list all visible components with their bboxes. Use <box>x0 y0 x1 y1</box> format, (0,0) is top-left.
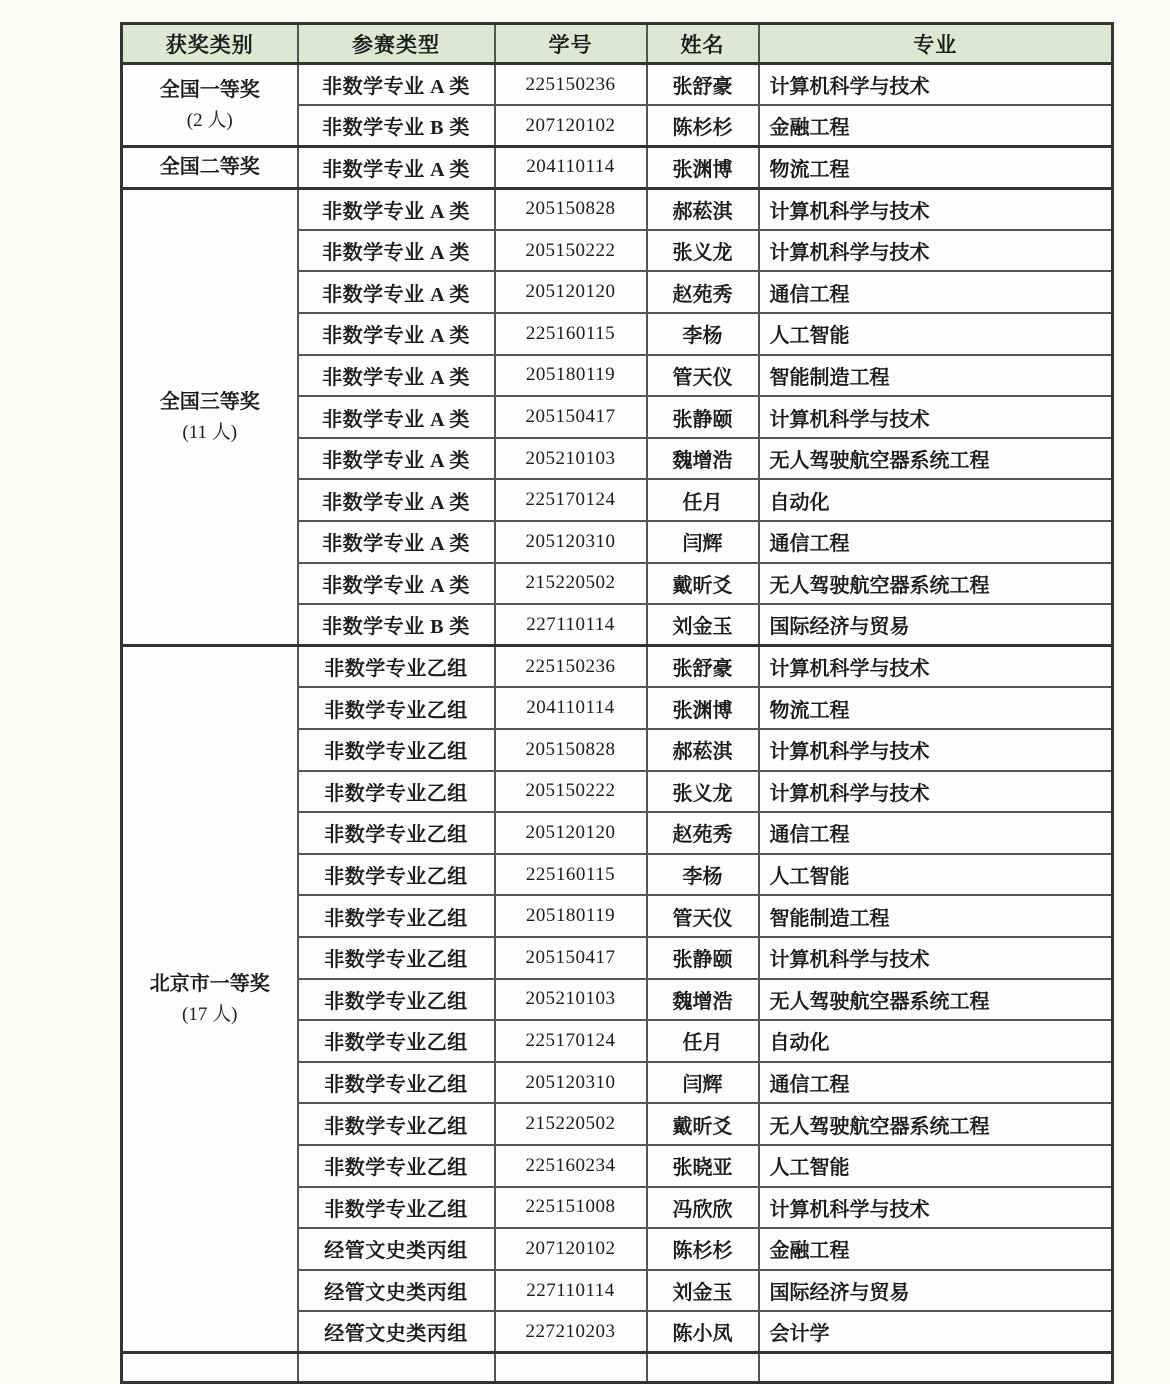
student-name-cell: 张晓亚 <box>647 1145 759 1187</box>
contest-type-cell: 非数学专业 B 类 <box>298 105 495 147</box>
table-row <box>122 188 1113 230</box>
major-cell: 计算机科学与技术 <box>759 1187 1113 1229</box>
student-id-cell: 205210103 <box>495 438 647 480</box>
award-name: 全国三等奖 <box>159 390 260 413</box>
table-body <box>122 64 1113 1383</box>
major-cell: 通信工程 <box>759 812 1113 854</box>
table-row <box>122 147 1113 189</box>
student-name-cell: 郝菘淇 <box>647 729 759 771</box>
major-cell: 通信工程 <box>759 521 1113 563</box>
award-name: 全国一等奖 <box>159 78 260 101</box>
student-name-cell: 冯欣欣 <box>647 1187 759 1229</box>
student-id-cell: 215220502 <box>495 563 647 605</box>
contest-type-cell: 非数学专业乙组 <box>298 687 495 729</box>
award-count: (11 人) <box>182 421 238 443</box>
student-name-cell: 陈杉杉 <box>647 1228 759 1270</box>
contest-type-cell: 非数学专业 A 类 <box>298 355 495 397</box>
student-name-cell: 戴昕爻 <box>647 563 759 605</box>
student-id-cell: 205150828 <box>495 729 647 771</box>
major-cell: 国际经济与贸易 <box>759 604 1113 646</box>
student-id-cell: 205150417 <box>495 396 647 438</box>
major-cell: 金融工程 <box>759 1228 1113 1270</box>
major-cell: 智能制造工程 <box>759 895 1113 937</box>
student-id-cell: 207120102 <box>495 1228 647 1270</box>
student-name-cell: 张义龙 <box>647 771 759 813</box>
contest-type-cell: 经管文史类丙组 <box>298 1311 495 1353</box>
student-id-cell: 227210203 <box>495 1311 647 1353</box>
contest-type-cell: 非数学专业乙组 <box>298 771 495 813</box>
partial-cell <box>298 1353 495 1383</box>
major-cell: 物流工程 <box>759 687 1113 729</box>
major-cell: 自动化 <box>759 479 1113 521</box>
major-cell: 计算机科学与技术 <box>759 396 1113 438</box>
student-id-cell: 205180119 <box>495 355 647 397</box>
header-cell-major: 专业 <box>759 24 1113 64</box>
awards-table-container <box>120 22 1111 1384</box>
award-category-cell <box>122 646 298 1353</box>
student-id-cell: 225151008 <box>495 1187 647 1229</box>
student-name-cell: 管天仪 <box>647 355 759 397</box>
major-cell: 计算机科学与技术 <box>759 646 1113 688</box>
contest-type-cell: 非数学专业 B 类 <box>298 604 495 646</box>
major-cell: 国际经济与贸易 <box>759 1270 1113 1312</box>
contest-type-cell: 非数学专业乙组 <box>298 937 495 979</box>
student-id-cell: 225160115 <box>495 313 647 355</box>
student-id-cell: 205120310 <box>495 1062 647 1104</box>
student-id-cell: 225160115 <box>495 854 647 896</box>
student-id-cell: 225150236 <box>495 64 647 106</box>
student-name-cell: 赵苑秀 <box>647 812 759 854</box>
student-name-cell: 张渊博 <box>647 687 759 729</box>
student-name-cell: 魏增浩 <box>647 438 759 480</box>
student-id-cell: 207120102 <box>495 105 647 147</box>
student-id-cell: 205150828 <box>495 188 647 230</box>
contest-type-cell: 非数学专业 A 类 <box>298 147 495 189</box>
contest-type-cell: 非数学专业乙组 <box>298 729 495 771</box>
contest-type-cell: 经管文史类丙组 <box>298 1270 495 1312</box>
major-cell: 无人驾驶航空器系统工程 <box>759 979 1113 1021</box>
student-id-cell: 205120310 <box>495 521 647 563</box>
student-id-cell: 225170124 <box>495 479 647 521</box>
student-name-cell: 魏增浩 <box>647 979 759 1021</box>
award-count: (2 人) <box>186 109 233 131</box>
contest-type-cell: 非数学专业 A 类 <box>298 313 495 355</box>
student-id-cell: 205150222 <box>495 771 647 813</box>
award-category-cell <box>122 147 298 189</box>
major-cell: 通信工程 <box>759 1062 1113 1104</box>
student-id-cell: 205180119 <box>495 895 647 937</box>
student-name-cell: 刘金玉 <box>647 1270 759 1312</box>
student-name-cell: 戴昕爻 <box>647 1103 759 1145</box>
contest-type-cell: 非数学专业乙组 <box>298 1103 495 1145</box>
contest-type-cell: 非数学专业乙组 <box>298 646 495 688</box>
table-row <box>122 64 1113 106</box>
header-cell-award-category: 获奖类别 <box>122 24 298 64</box>
partial-row <box>122 1353 1113 1383</box>
contest-type-cell: 非数学专业乙组 <box>298 895 495 937</box>
contest-type-cell: 经管文史类丙组 <box>298 1228 495 1270</box>
contest-type-cell: 非数学专业乙组 <box>298 812 495 854</box>
student-id-cell: 205120120 <box>495 271 647 313</box>
awards-table <box>120 22 1114 1384</box>
table-header <box>122 24 1113 64</box>
major-cell: 计算机科学与技术 <box>759 230 1113 272</box>
major-cell: 计算机科学与技术 <box>759 64 1113 106</box>
contest-type-cell: 非数学专业 A 类 <box>298 230 495 272</box>
header-cell-contest-type: 参赛类型 <box>298 24 495 64</box>
student-name-cell: 郝菘淇 <box>647 188 759 230</box>
student-name-cell: 陈杉杉 <box>647 105 759 147</box>
award-category-cell <box>122 188 298 646</box>
student-name-cell: 张静颐 <box>647 396 759 438</box>
student-name-cell: 张舒豪 <box>647 646 759 688</box>
partial-cell <box>759 1353 1113 1383</box>
header-cell-student-name: 姓名 <box>647 24 759 64</box>
contest-type-cell: 非数学专业 A 类 <box>298 479 495 521</box>
student-id-cell: 227110114 <box>495 604 647 646</box>
student-id-cell: 204110114 <box>495 147 647 189</box>
major-cell: 会计学 <box>759 1311 1113 1353</box>
major-cell: 无人驾驶航空器系统工程 <box>759 1103 1113 1145</box>
contest-type-cell: 非数学专业乙组 <box>298 1187 495 1229</box>
major-cell: 人工智能 <box>759 854 1113 896</box>
award-name: 北京市一等奖 <box>149 973 270 996</box>
student-id-cell: 225160234 <box>495 1145 647 1187</box>
contest-type-cell: 非数学专业 A 类 <box>298 188 495 230</box>
award-count: (17 人) <box>182 1004 238 1026</box>
student-name-cell: 张舒豪 <box>647 64 759 106</box>
contest-type-cell: 非数学专业乙组 <box>298 1145 495 1187</box>
major-cell: 计算机科学与技术 <box>759 771 1113 813</box>
partial-cell <box>122 1353 298 1383</box>
contest-type-cell: 非数学专业 A 类 <box>298 64 495 106</box>
student-id-cell: 205150222 <box>495 230 647 272</box>
student-name-cell: 赵苑秀 <box>647 271 759 313</box>
major-cell: 金融工程 <box>759 105 1113 147</box>
contest-type-cell: 非数学专业 A 类 <box>298 396 495 438</box>
student-name-cell: 张渊博 <box>647 147 759 189</box>
contest-type-cell: 非数学专业乙组 <box>298 979 495 1021</box>
contest-type-cell: 非数学专业 A 类 <box>298 521 495 563</box>
major-cell: 计算机科学与技术 <box>759 729 1113 771</box>
student-name-cell: 闫辉 <box>647 521 759 563</box>
contest-type-cell: 非数学专业 A 类 <box>298 438 495 480</box>
contest-type-cell: 非数学专业 A 类 <box>298 271 495 313</box>
partial-cell <box>495 1353 647 1383</box>
major-cell: 人工智能 <box>759 1145 1113 1187</box>
student-name-cell: 任月 <box>647 479 759 521</box>
award-name: 全国二等奖 <box>159 155 260 178</box>
major-cell: 通信工程 <box>759 271 1113 313</box>
major-cell: 人工智能 <box>759 313 1113 355</box>
table-row <box>122 646 1113 688</box>
partial-cell <box>647 1353 759 1383</box>
student-id-cell: 205150417 <box>495 937 647 979</box>
contest-type-cell: 非数学专业 A 类 <box>298 563 495 605</box>
student-id-cell: 227110114 <box>495 1270 647 1312</box>
student-name-cell: 管天仪 <box>647 895 759 937</box>
major-cell: 无人驾驶航空器系统工程 <box>759 438 1113 480</box>
student-name-cell: 张静颐 <box>647 937 759 979</box>
major-cell: 物流工程 <box>759 147 1113 189</box>
header-cell-student-id: 学号 <box>495 24 647 64</box>
student-name-cell: 陈小凤 <box>647 1311 759 1353</box>
contest-type-cell: 非数学专业乙组 <box>298 854 495 896</box>
award-category-cell <box>122 64 298 147</box>
student-id-cell: 215220502 <box>495 1103 647 1145</box>
student-id-cell: 205120120 <box>495 812 647 854</box>
major-cell: 计算机科学与技术 <box>759 188 1113 230</box>
student-id-cell: 225170124 <box>495 1020 647 1062</box>
student-name-cell: 刘金玉 <box>647 604 759 646</box>
contest-type-cell: 非数学专业乙组 <box>298 1062 495 1104</box>
header-row <box>122 24 1113 64</box>
major-cell: 无人驾驶航空器系统工程 <box>759 563 1113 605</box>
contest-type-cell: 非数学专业乙组 <box>298 1020 495 1062</box>
student-id-cell: 205210103 <box>495 979 647 1021</box>
student-name-cell: 任月 <box>647 1020 759 1062</box>
student-id-cell: 225150236 <box>495 646 647 688</box>
student-name-cell: 张义龙 <box>647 230 759 272</box>
student-name-cell: 李杨 <box>647 854 759 896</box>
student-id-cell: 204110114 <box>495 687 647 729</box>
major-cell: 智能制造工程 <box>759 355 1113 397</box>
major-cell: 计算机科学与技术 <box>759 937 1113 979</box>
student-name-cell: 李杨 <box>647 313 759 355</box>
major-cell: 自动化 <box>759 1020 1113 1062</box>
student-name-cell: 闫辉 <box>647 1062 759 1104</box>
